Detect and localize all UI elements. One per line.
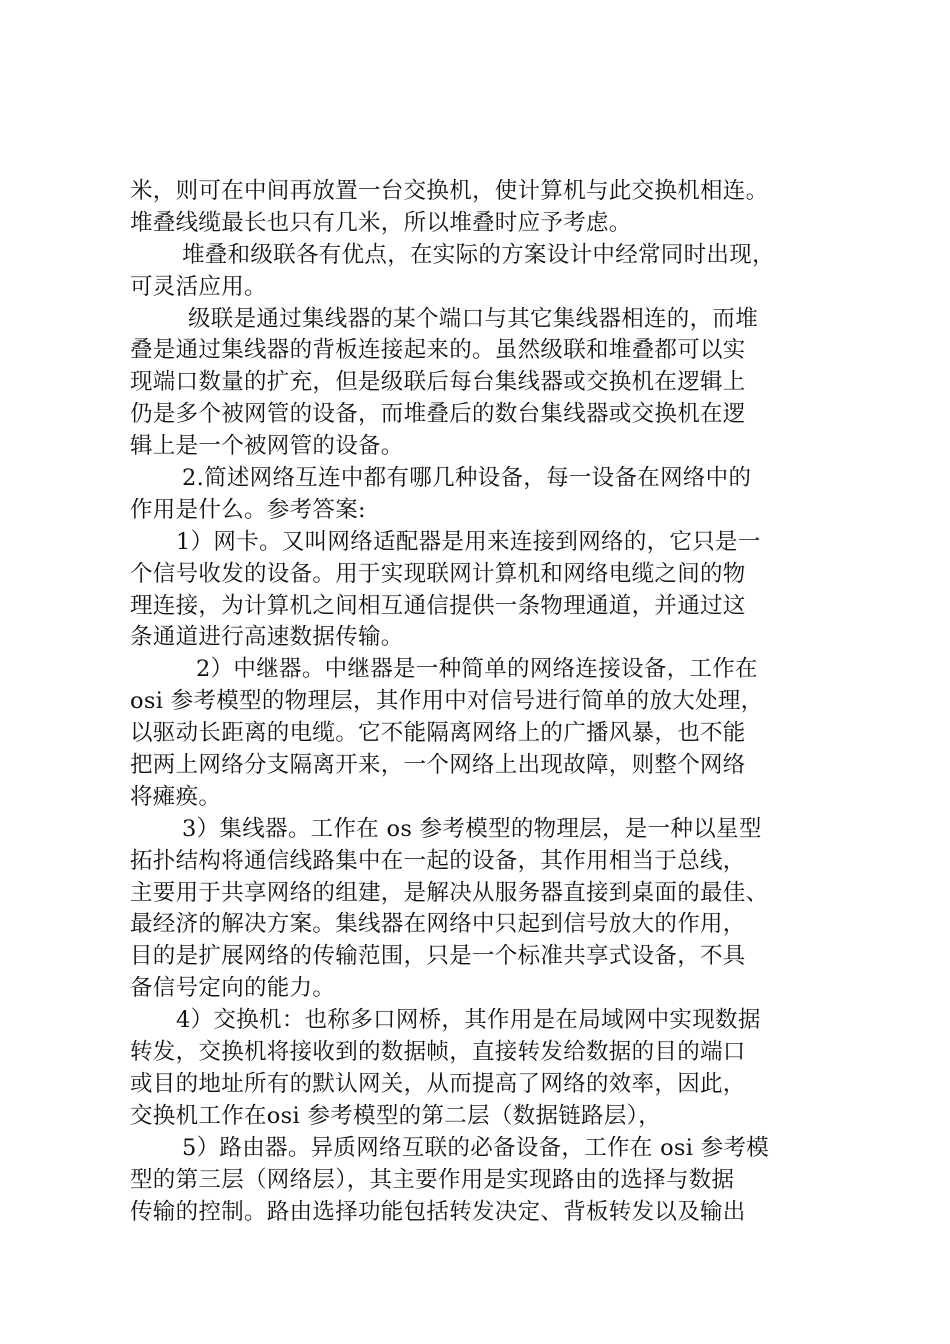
text-line: 传输的控制。路由选择功能包括转发决定、背板转发以及输出 bbox=[130, 1198, 746, 1225]
text-line: 将瘫痪。 bbox=[130, 783, 222, 810]
text-line: 转发，交换机将接收到的数据帧，直接转发给数据的目的端口 bbox=[130, 1039, 746, 1066]
text-line: 2）中继器。中继器是一种简单的网络连接设备，工作在 bbox=[196, 656, 758, 683]
text-line: 堆叠线缆最长也只有几米，所以堆叠时应予考虑。 bbox=[130, 209, 632, 236]
document-body bbox=[130, 176, 842, 1228]
text-line: 现端口数量的扩充，但是级联后每台集线器或交换机在逻辑上 bbox=[130, 369, 746, 396]
text-line: 交换机工作在osi 参考模型的第二层（数据链路层）， bbox=[130, 1102, 661, 1129]
text-line: 级联是通过集线器的某个端口与其它集线器相连的，而堆 bbox=[188, 305, 759, 332]
text-line: 以驱动长距离的电缆。它不能隔离网络上的广播风暴，也不能 bbox=[130, 720, 746, 747]
text-line: 5）路由器。异质网络互联的必备设备，工作在 osi 参考模 bbox=[182, 1134, 770, 1161]
text-line: 目的是扩展网络的传输范围，只是一个标准共享式设备，不具 bbox=[130, 943, 746, 970]
text-line: 堆叠和级联各有优点，在实际的方案设计中经常同时出现， bbox=[182, 241, 775, 268]
text-line: 最经济的解决方案。集线器在网络中只起到信号放大的作用， bbox=[130, 911, 746, 938]
text-line: 3）集线器。工作在 os 参考模型的物理层，是一种以星型 bbox=[182, 815, 762, 842]
text-line: 型的第三层（网络层），其主要作用是实现路由的选择与数据 bbox=[130, 1166, 735, 1193]
text-line: 辑上是一个被网管的设备。 bbox=[130, 433, 404, 460]
text-line: 个信号收发的设备。用于实现联网计算机和网络电缆之间的物 bbox=[130, 560, 746, 587]
text-line: 拓扑结构将通信线路集中在一起的设备，其作用相当于总线， bbox=[130, 847, 746, 874]
text-line: 备信号定向的能力。 bbox=[130, 975, 336, 1002]
text-line: 米，则可在中间再放置一台交换机，使计算机与此交换机相连。 bbox=[130, 178, 769, 204]
text-line: 主要用于共享网络的组建，是解决从服务器直接到桌面的最佳、 bbox=[130, 879, 769, 906]
text-line: 条通道进行高速数据传输。 bbox=[130, 624, 404, 651]
text-line: 作用是什么。参考答案: bbox=[130, 496, 366, 523]
text-line: 理连接，为计算机之间相互通信提供一条物理通道，并通过这 bbox=[130, 592, 746, 619]
text-line: 把两上网络分支隔离开来，一个网络上出现故障，则整个网络 bbox=[130, 752, 746, 779]
text-line: 1）网卡。又叫网络适配器是用来连接到网络的，它只是一 bbox=[176, 528, 761, 555]
text-line: 可灵活应用。 bbox=[130, 273, 267, 300]
text-line: 2.简述网络互连中都有哪几种设备，每一设备在网络中的 bbox=[182, 465, 752, 492]
text-line: 或目的地址所有的默认网关，从而提高了网络的效率，因此， bbox=[130, 1070, 746, 1097]
text-line: 仍是多个被网管的设备，而堆叠后的数台集线器或交换机在逻 bbox=[130, 401, 746, 428]
text-line: 4）交换机：也称多口网桥，其作用是在局域网中实现数据 bbox=[176, 1007, 761, 1034]
text-line: osi 参考模型的物理层，其作用中对信号进行简单的放大处理， bbox=[130, 688, 764, 715]
text-line: 叠是通过集线器的背板连接起来的。虽然级联和堆叠都可以实 bbox=[130, 337, 746, 364]
